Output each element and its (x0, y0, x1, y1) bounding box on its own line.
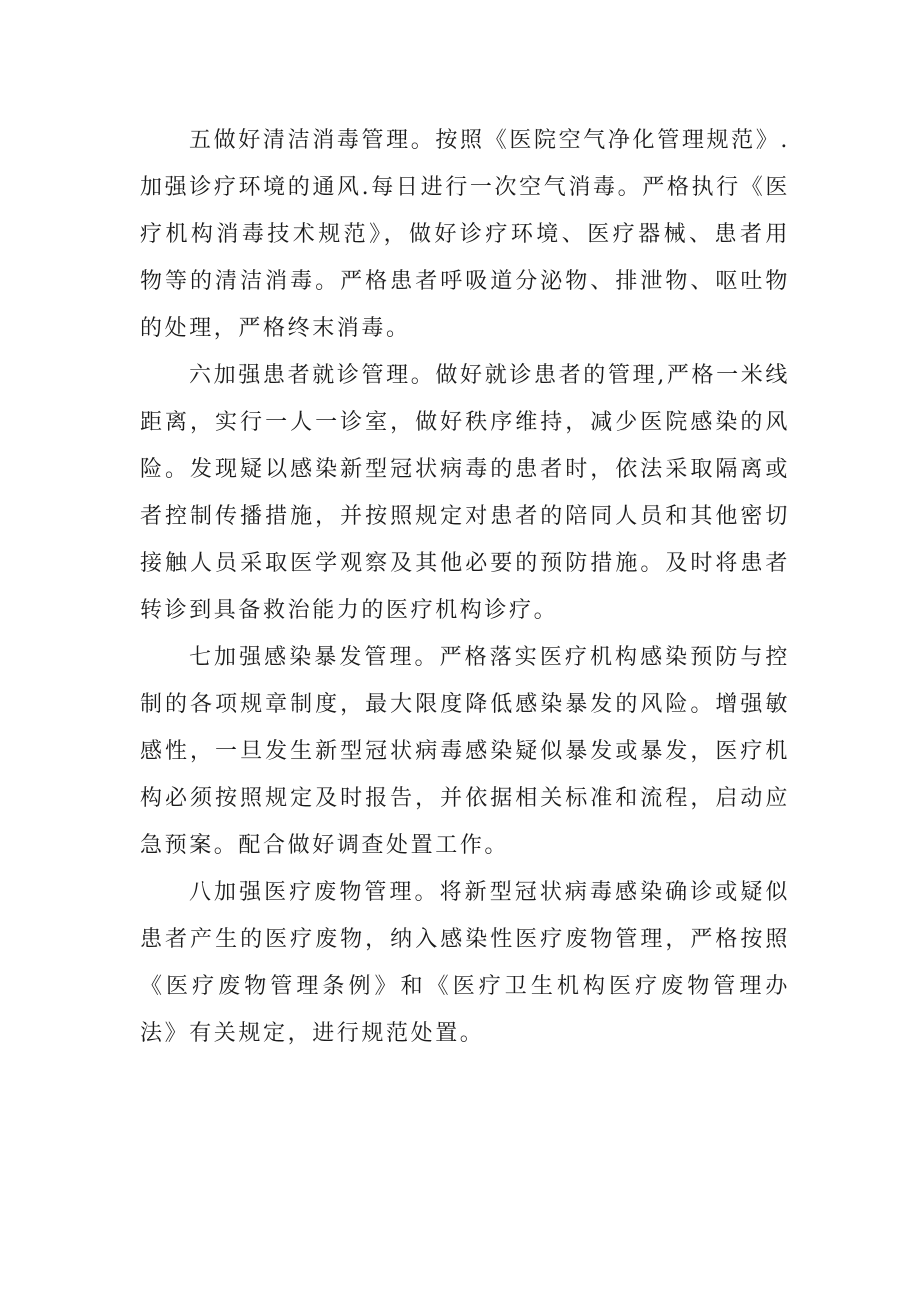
text-line: 七加强感染暴发管理。严格落实医疗机构感染预防与控制的 (140, 645, 790, 717)
text-line: 调查处置工作。 (336, 833, 510, 858)
text-line: 离，实行一人一诊室，做好秩序维持，减少医院感染的风险。发 (140, 410, 790, 482)
text-line: 六加强患者就诊管理。做好就诊患者的管理,严格一米线距 (140, 363, 790, 435)
text-line: 各项规章制度，最大限度降低感染暴发的风险。增强敏感性，一 (140, 692, 791, 764)
text-line: 终末消毒。 (287, 316, 411, 341)
text-line: 八加强医疗废物管理。将新型冠状病毒感染确诊或疑似患者 (140, 880, 790, 952)
text-line: 产生的医疗废物，纳入感染性医疗废物管理，严格按照《医疗废 (140, 927, 791, 999)
paragraph-outbreak (140, 634, 790, 869)
text-line: 措施，并按照规定对患者的陪同人员和其他密切接触人员采取医 (140, 504, 790, 576)
text-line: 物管理条例》和《医疗卫生机构医疗废物管理办法》有关规定， (140, 974, 790, 1046)
text-line: 五做好清洁消毒管理。按照《医院空气净化管理规范》.加 (140, 128, 790, 200)
paragraph-patient-visit (140, 352, 790, 634)
text-line: 的医疗机构诊疗。 (361, 598, 559, 623)
paragraph-medical-waste (140, 869, 790, 1057)
paragraph-cleaning-disinfection (140, 117, 790, 352)
text-line: 定及时报告，并依据相关标准和流程，启动应急预案。配合做好 (140, 786, 790, 858)
text-line: 强诊疗环境的通风.每日进行一次空气消毒。严格执行《医疗机 (140, 175, 790, 247)
text-line: 旦发生新型冠状病毒感染疑似暴发或暴发，医疗机构必须按照规 (140, 739, 791, 811)
text-line: 现疑以感染新型冠状病毒的患者时，依法采取隔离或者控制传播 (140, 457, 790, 529)
text-line: 洁消毒。严格患者呼吸道分泌物、排泄物、呕吐物的处理，严格 (140, 269, 791, 341)
text-line: 构消毒技术规范》，做好诊疗环境、医疗器械、患者用物等的清 (140, 222, 791, 294)
document-body (140, 117, 790, 1057)
text-line: 进行规范处置。 (312, 1021, 485, 1046)
text-line: 学观察及其他必要的预防措施。及时将患者转诊到具备救治能力 (140, 551, 791, 623)
